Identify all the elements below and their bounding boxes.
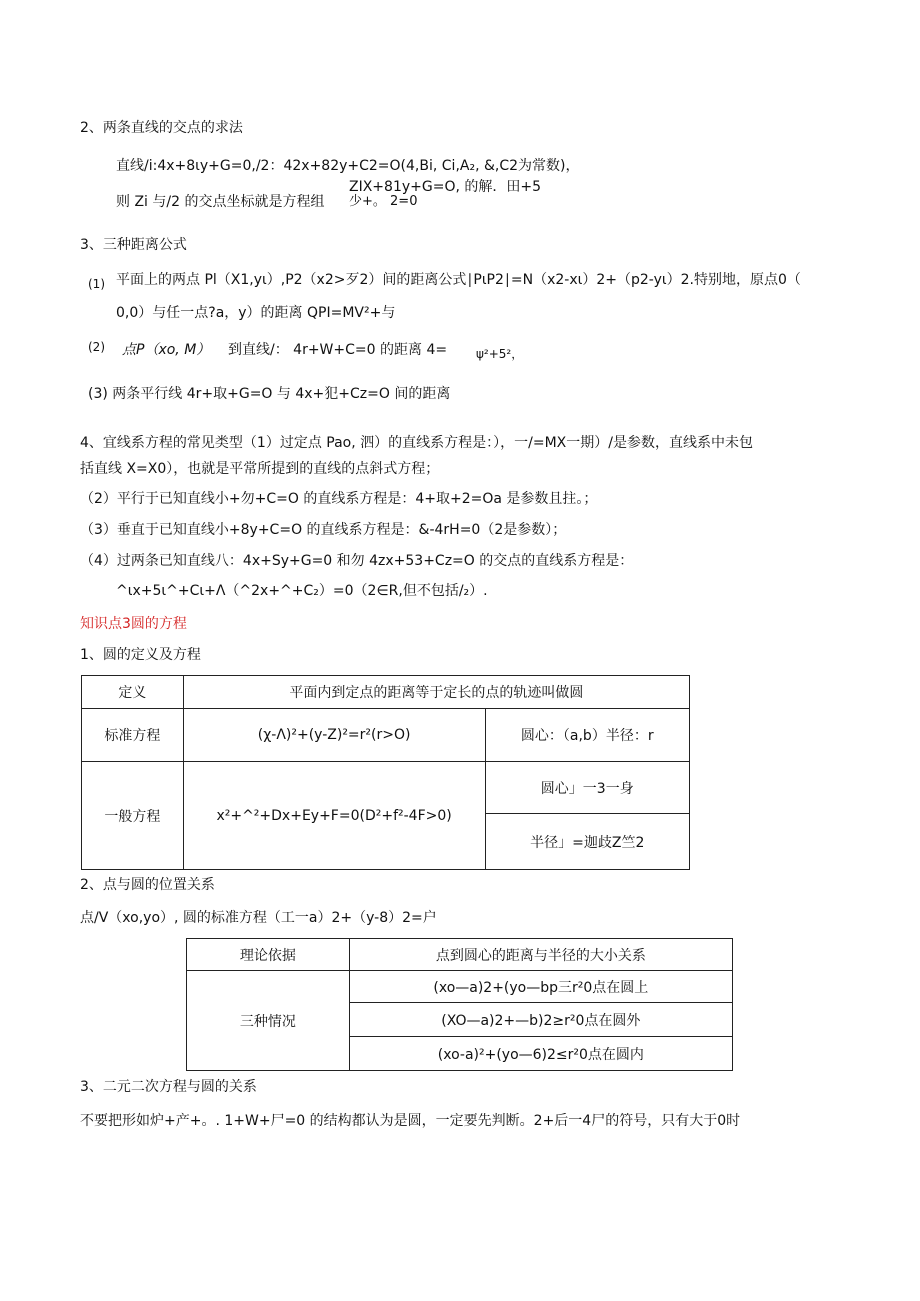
quadratic-circle-note: 不要把形如炉+产+。. 1+W+尸=0 的结构都认为是圆，一定要先判断。2+后一4尸的符号，只有大于0时 [80,1113,741,1129]
general-equation-label: 一般方程 [82,762,184,870]
standard-equation: (χ-Λ)²+(y-Z)²=r²(r>O) [183,709,485,762]
origin-distance-text: 0,0）与任一点?a，y）的距离 QPI=MV²+与 [116,305,396,321]
case-outside-circle: (XO—a)2+—b)2≥r²0点在圆外 [349,1003,732,1037]
section-4-line1: 4、宜线系方程的常见类型（1）过定点 Pao, 泗）的直线系方程是：），一/=MX一期）/是参数，直线系中未包 [80,435,753,451]
definition-label: 定义 [82,676,184,709]
knowledge-point-3-heading: 知识点3圆的方程 [80,616,187,632]
distance-denominator: ψ²+5²， [476,347,524,361]
equation-system-bottom: 少+。 2=0 [349,194,418,209]
point-circle-equation: 点/V（xo,yo）, 圆的标准方程（工一a）2+（y-8）2=户 [80,910,437,926]
parallel-lines-distance-text: (3) 两条平行线 4r+取+G=O 与 4x+犯+Cz=O 间的距离 [88,386,451,402]
section-4-line6: ^ιx+5ι^+Cι+Λ（^2x+^+C₂）=0（2∈R,但不包括/₂）. [116,583,488,599]
standard-equation-label: 标准方程 [82,709,184,762]
section-2-heading: 2、两条直线的交点的求法 [80,120,243,136]
section-4-line4: （3）垂直于已知直线小+8y+C=O 的直线系方程是：&-4rH=0（2是参数）； [80,522,567,538]
definition-value: 平面内到定点的距离等于定长的点的轨迹叫做圆 [183,676,689,709]
two-point-distance-text: 平面上的两点 Pl（X1,yι）,P2（x2>歹2）间的距离公式∣PιP2∣=N（x2-xι）2+（p2-yι）2.特别地，原点0（ [116,272,801,288]
general-radius: 半径」=迦歧Z竺2 [485,814,690,870]
circle-definition-subheading: 1、圆的定义及方程 [80,647,201,663]
standard-center-radius: 圆心：（a,b）半径：r [485,709,690,762]
point-line-distance-text: 到直线/： 4r+W+C=0 的距离 4= [228,342,448,358]
three-cases-label: 三种情况 [187,971,350,1071]
section-3-heading: 3、三种距离公式 [80,237,187,253]
point-p-text: 点P（xo, M） [122,342,211,358]
table2-header-relation: 点到圆心的距离与半径的大小关系 [349,939,732,971]
section-4-line5: （4）过两条已知直线八：4x+Sy+G=0 和勿 4zx+53+Cz=O 的交点的直线系方程是： [80,553,634,569]
general-center: 圆心」一3一身 [485,762,690,814]
section-4-line3: （2）平行于已知直线小+勿+C=O 的直线系方程是：4+取+2=Oa 是参数且拄。； [80,491,598,507]
item-1-label: (1) [88,277,105,291]
general-equation: x²+^²+Dx+Ey+F=0(D²+f²-4F>0) [183,762,485,870]
quadratic-circle-subheading: 3、二元二次方程与圆的关系 [80,1079,257,1095]
table2-header-basis: 理论依据 [187,939,350,971]
point-position-table [186,938,733,1071]
section-4-line2: 括直线 X=X0），也就是平常所提到的直线的点斜式方程； [80,461,440,477]
case-on-circle: (xo—a)2+(yo—bp三r²0点在圆上 [349,971,732,1003]
point-circle-subheading: 2、点与圆的位置关系 [80,877,215,893]
equation-system-top: ZIX+81y+G=O, 的解．田+5 [349,179,542,195]
circle-equation-table [81,675,690,870]
item-2-label: (2) [88,340,105,354]
case-inside-circle: (xo-a)²+(yo—6)2≤r²0点在圆内 [349,1037,732,1071]
intersection-text: 则 Zi 与/2 的交点坐标就是方程组 [116,194,325,210]
line-equations-text: 直线/i:4x+8ιy+G=0,/2：42x+82y+C2=O(4,Bi, Ci,A₂, &,C2为常数)， [116,158,580,174]
